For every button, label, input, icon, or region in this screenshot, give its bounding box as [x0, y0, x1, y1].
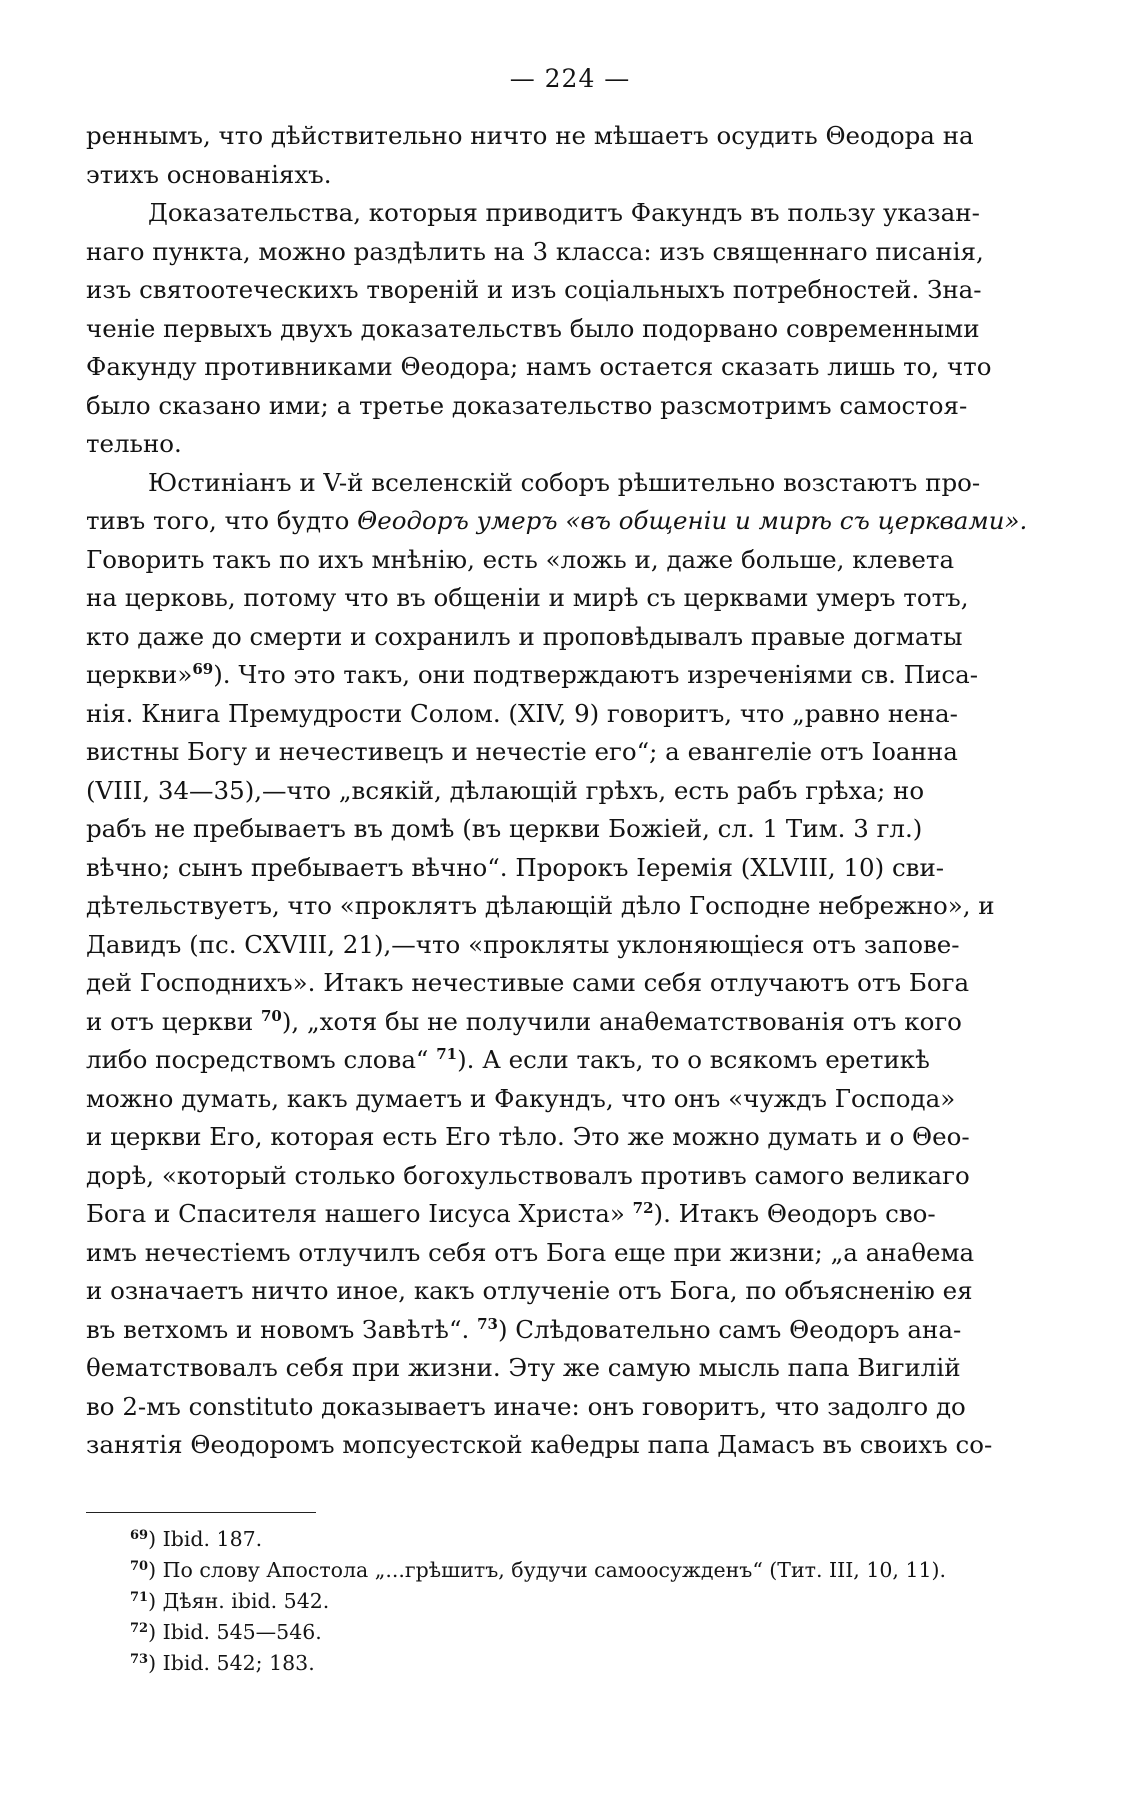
- text-run: ) Слѣдовательно самъ Θеодоръ ана-: [497, 1314, 962, 1344]
- text-run: и отъ церкви: [86, 1006, 261, 1036]
- text-run: либо посредствомъ слова“: [86, 1045, 437, 1074]
- text-line: вистны Богу и нечестивецъ и нечестіе его“; а евангеліе отъ Іоанна: [86, 737, 958, 766]
- text-line: [86, 1003, 1066, 1042]
- text-line: занятія Θеодоромъ мопсуестской каθедры папа Дамасъ въ своихъ со-: [86, 1430, 993, 1459]
- text-line: нія. Книга Премудрости Солом. (XIV, 9) говоритъ, что „равно нена-: [86, 698, 958, 728]
- text-run: церкви»: [86, 660, 193, 689]
- footnote-text: ) Ibid. 545—546.: [148, 1620, 322, 1644]
- footnote-text: ) По слову Апостола „...грѣшитъ, будучи самоосужденъ“ (Тит. III, 10, 11).: [148, 1558, 947, 1582]
- italic-quote: Θеодоръ умеръ «въ общеніи и мирѣ съ церквами».: [357, 506, 1028, 535]
- footnote-ref-69[interactable]: 69: [192, 660, 214, 678]
- footnote-69: [130, 1524, 1070, 1555]
- body-text: [86, 117, 1066, 1465]
- text-run: Бога и Спасителя нашего Іисуса Христа»: [86, 1199, 633, 1228]
- text-line: дѣтельствуетъ, что «проклятъ дѣлающій дѣло Господне небрежно», и: [86, 891, 995, 920]
- footnote-number: 72: [130, 1621, 149, 1636]
- footnote-text: ) Ibid. 542; 183.: [148, 1651, 315, 1675]
- footnote-70: [130, 1555, 1070, 1586]
- text-line: Факунду противниками Θеодора; намъ остается сказать лишь то, что: [86, 352, 992, 381]
- footnote-ref-71[interactable]: 71: [436, 1045, 458, 1063]
- text-line: имъ нечестіемъ отлучилъ себя отъ Бога еще при жизни; „а анаθема: [86, 1237, 975, 1267]
- text-line: и церкви Его, которая есть Его тѣло. Это же можно думать и о Θео-: [86, 1122, 970, 1151]
- footnote-number: 71: [130, 1590, 149, 1605]
- footnote-71: [130, 1586, 1070, 1617]
- footnote-number: 70: [130, 1559, 149, 1574]
- text-line: [86, 1311, 1066, 1350]
- text-run: ). Что это такъ, они подтверждаютъ изреченіями св. Писа-: [213, 660, 979, 689]
- text-line: было сказано ими; а третье доказательство разсмотримъ самостоя-: [86, 390, 968, 420]
- text-line: реннымъ, что дѣйствительно ничто не мѣшаетъ осудить Θеодора на: [86, 121, 974, 150]
- footnote-number: 69: [130, 1528, 149, 1543]
- footnote-text: ) Ibid. 187.: [148, 1527, 263, 1551]
- footnote-72: [130, 1617, 1070, 1648]
- text-line: [86, 1041, 1066, 1080]
- footnote-73: [130, 1648, 1070, 1679]
- text-line: Давидъ (пс. CXVIII, 21),—что «прокляты уклоняющіеся отъ запове-: [86, 929, 960, 959]
- text-line: кто даже до смерти и сохранилъ и проповѣдывалъ правые догматы: [86, 621, 963, 651]
- text-line: [86, 1195, 1066, 1234]
- text-line: изъ святоотеческихъ твореній и изъ соціальныхъ потребностей. Зна-: [86, 275, 982, 304]
- text-run: ). Итакъ Θеодоръ сво-: [653, 1199, 936, 1228]
- text-line: Юстиніанъ и V-й вселенскій соборъ рѣшительно возстаютъ про-: [148, 467, 981, 497]
- text-run: ). А если такъ, то о всякомъ еретикѣ: [457, 1045, 930, 1074]
- text-line: можно думать, какъ думаетъ и Факундъ, что онъ «чуждъ Господа»: [86, 1083, 956, 1113]
- text-line: (VIII, 34—35),—что „всякій, дѣлающій грѣхъ, есть рабъ грѣха; но: [86, 775, 925, 805]
- footnote-divider: [86, 1512, 316, 1513]
- text-line: наго пункта, можно раздѣлить на 3 класса: изъ священнаго писанія,: [86, 236, 984, 266]
- text-line: вѣчно; сынъ пребываетъ вѣчно“. Пророкъ Іеремія (XLVIII, 10) сви-: [86, 852, 945, 882]
- text-line: Говорить такъ по ихъ мнѣнію, есть «ложь и, даже больше, клевета: [86, 544, 955, 574]
- text-line: и означаетъ ничто иное, какъ отлученіе отъ Бога, по объясненію ея: [86, 1276, 973, 1305]
- footnote-ref-73[interactable]: 73: [477, 1314, 498, 1333]
- text-line: тельно.: [86, 429, 182, 458]
- text-line: ченіе первыхъ двухъ доказательствъ было подорвано современными: [86, 313, 980, 343]
- text-line: рабъ не пребываетъ въ домѣ (въ церкви Божіей, сл. 1 Тим. 3 гл.): [86, 814, 923, 843]
- footnotes: [130, 1524, 1070, 1679]
- text-line: этихъ основаніяхъ.: [86, 159, 332, 189]
- text-line: θематствовалъ себя при жизни. Эту же самую мысль папа Вигилій: [86, 1353, 961, 1382]
- text-line: [86, 656, 1066, 695]
- text-line: [86, 502, 1066, 541]
- footnote-text: ) Дѣян. ibid. 542.: [148, 1589, 330, 1613]
- text-run: тивъ того, что будто: [86, 506, 358, 535]
- text-run: въ ветхомъ и новомъ Завѣтѣ“.: [86, 1314, 478, 1344]
- footnote-ref-72[interactable]: 72: [632, 1199, 654, 1217]
- footnote-number: 73: [130, 1652, 149, 1667]
- text-line: на церковь, потому что въ общеніи и мирѣ съ церквами умеръ тотъ,: [86, 583, 969, 612]
- text-line: дей Господнихъ». Итакъ нечестивые сами себя отлучаютъ отъ Бога: [86, 968, 970, 997]
- footnote-ref-70[interactable]: 70: [260, 1006, 282, 1025]
- text-line: Доказательства, которыя приводитъ Факундъ въ пользу указан-: [148, 198, 980, 227]
- text-line: во 2-мъ constituto доказываетъ иначе: онъ говоритъ, что задолго до: [86, 1391, 966, 1421]
- text-run: ), „хотя бы не получили анаθематствованія отъ кого: [281, 1006, 962, 1036]
- page-number: — 224 —: [509, 64, 631, 93]
- text-line: дорѣ, «который столько богохульствовалъ противъ самого великаго: [86, 1160, 970, 1190]
